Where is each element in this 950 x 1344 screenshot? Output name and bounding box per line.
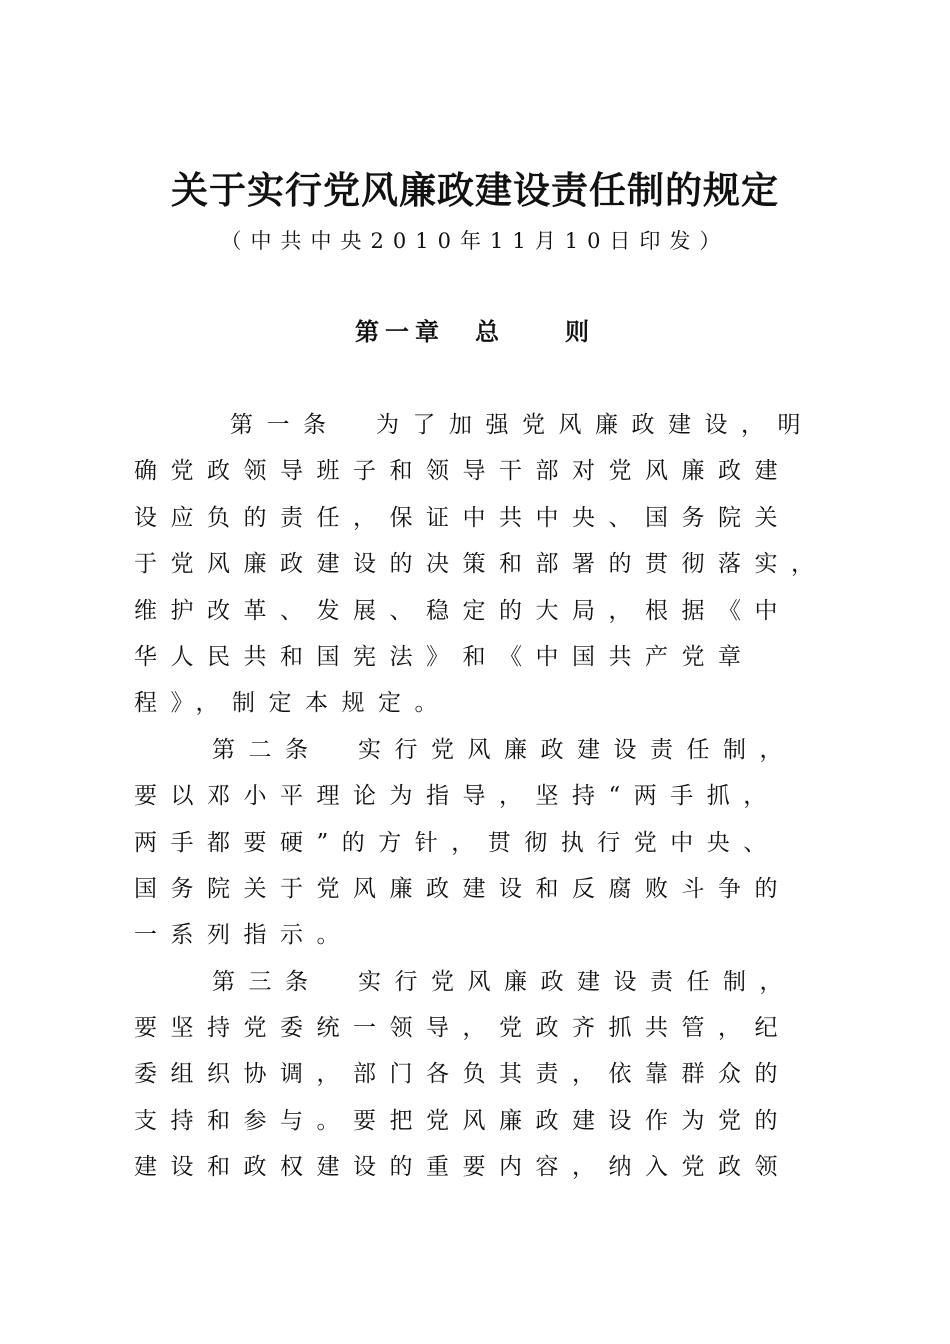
article-1-line: 设应负的责任，保证中共中央、国务院关 <box>134 504 791 531</box>
article-2-line: 国务院关于党风廉政建设和反腐败斗争的 <box>134 875 791 902</box>
article-1-line: 于党风廉政建设的决策和部署的贯彻落实， <box>134 551 828 578</box>
article-2-line: 要以邓小平理论为指导，坚持“两手抓， <box>134 783 780 810</box>
article-1-line: 确党政领导班子和领导干部对党风廉政建 <box>134 458 791 485</box>
article-2-line: 一系列指示。 <box>134 922 353 949</box>
document-subtitle: （中共中央2010年11月10日印发） <box>220 229 730 253</box>
article-3-line: 建设和政权建设的重要内容，纳入党政领 <box>134 1154 791 1181</box>
article-2-line: 第二条 实行党风廉政建设责任制， <box>212 736 796 763</box>
article-3-line: 要坚持党委统一领导，党政齐抓共管，纪 <box>134 1015 791 1042</box>
article-2-line: 两手都要硬”的方针，贯彻执行党中央、 <box>134 829 780 856</box>
chapter-heading: 第一章 总 则 <box>355 317 595 346</box>
article-1-line: 华人民共和国宪法》和《中国共产党章 <box>134 643 755 670</box>
document-title: 关于实行党风廉政建设责任制的规定 <box>171 168 779 212</box>
body-text <box>134 402 834 1191</box>
article-1-line: 维护改革、发展、稳定的大局，根据《中 <box>134 597 791 624</box>
article-3-line: 支持和参与。要把党风廉政建设作为党的 <box>134 1107 791 1134</box>
article-3-line: 委组织协调，部门各负其责，依靠群众的 <box>134 1061 791 1088</box>
article-3-line: 第三条 实行党风廉政建设责任制， <box>212 968 796 995</box>
article-1-line: 程》，制定本规定。 <box>134 690 451 717</box>
article-1-line: 第一条 为了加强党风廉政建设，明 <box>230 412 814 438</box>
